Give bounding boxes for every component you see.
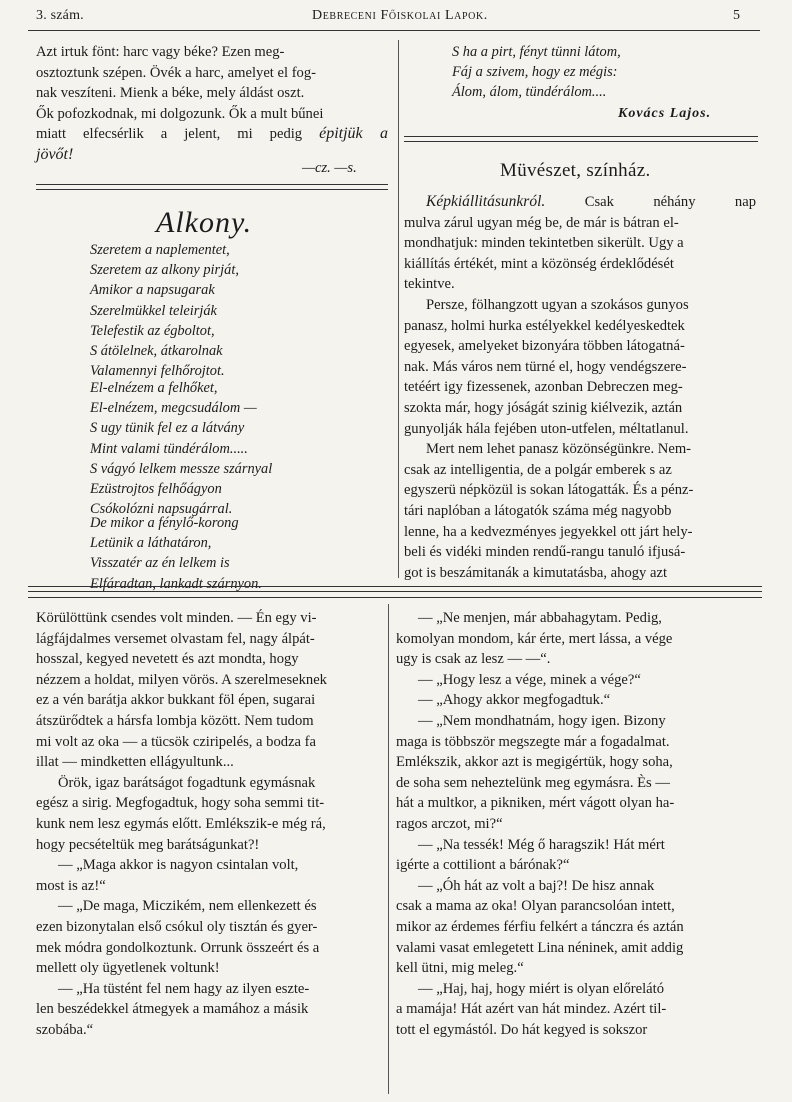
text-line: csak az intelligentia, de a polgár emberek s az xyxy=(404,461,672,478)
text-line: most is az!“ xyxy=(36,877,106,894)
text-line: panasz, holmi hurka estélyekkel kedélyeskedtek xyxy=(404,317,685,334)
editorial-signature: —cz. —s. xyxy=(302,160,357,176)
text-line: mellett oly ügyetlenek voltunk! xyxy=(36,960,220,977)
text-line: ez a vén barátja akkor bukkant föl épen, sugarai xyxy=(36,692,316,709)
poem-ending xyxy=(452,42,621,103)
poem-line: S vágyó lelkem messze szárnyal xyxy=(90,460,273,477)
text-line: — „Ne menjen, már abbahagytam. Pedig, xyxy=(418,610,662,626)
text-line: komolyan mondom, kár érte, mert lássa, a vége xyxy=(396,630,673,647)
poem-line: Álom, álom, tündérálom.... xyxy=(452,84,607,101)
poem-line: Szerelmükkel teleirják xyxy=(90,302,217,319)
poem-line: De mikor a fénylő-korong xyxy=(90,515,239,531)
text-line: illat — mindketten ellágyultunk... xyxy=(36,754,234,771)
story-column-left xyxy=(36,608,376,1040)
text-line: mek módra gondolkoztunk. Orrunk összeért és a xyxy=(36,939,320,956)
text-line: nézzem a holdat, milyen vörös. A szerelmeseknek xyxy=(36,671,327,688)
text-line: mondhatjuk: minden tekintetben sikerült. Ugy a xyxy=(404,235,684,252)
page-divider-thin xyxy=(28,597,762,598)
poem-stanza-2 xyxy=(90,378,272,519)
page-divider xyxy=(28,586,762,592)
text-line: gunyolják hála fejében uton-utfelen, méltatlanul. xyxy=(404,420,689,437)
poem-line: Csókolózni napsugárral. xyxy=(90,501,233,518)
text-line: — „Ahogy akkor megfogadtuk.“ xyxy=(418,692,611,709)
text-line: valami vasat emlegetett Lina néninek, amit addig xyxy=(396,939,684,956)
poem-line: El-elnézem, megcsudálom — xyxy=(90,400,257,417)
text-fragment: Csak néhány nap xyxy=(584,194,756,210)
poem-author: Kovács Lajos. xyxy=(618,106,712,121)
poem-line: Telefestik az égboltot, xyxy=(90,322,215,339)
text-line: — „Hogy lesz a vége, minek a vége?“ xyxy=(418,671,641,688)
text-line: lágfájdalmes versemet olvastam fel, nagy álpát- xyxy=(36,630,315,647)
text-line: tári naplóban a látogatók száma még nagyobb xyxy=(404,502,672,519)
text-line: got is beszámitanák a kimutatásba, ahogy azt xyxy=(404,564,668,581)
text-line: átszürődtek a hársfa lombja között. Nem tudom xyxy=(36,712,314,729)
poem-line: Visszatér az én lelkem is xyxy=(90,555,230,572)
text-line: ezen bizonytalan első csókul oly tisztán és gyer- xyxy=(36,918,318,935)
poem-line: Letünik a láthatáron, xyxy=(90,535,212,552)
text-line: len beszédekkel átmegyek a mamához a másik xyxy=(36,1001,309,1018)
text-line: Persze, fölhangzott ugyan a szokásos gunyos xyxy=(426,296,689,313)
poem-line: Fáj a szivem, hogy ez mégis: xyxy=(452,64,618,81)
text-line: hát a multkor, a pikniken, mért vágott olyan ha- xyxy=(396,795,675,812)
text-line: kiállítás értékét, mint a közönség érdeklődését xyxy=(404,255,674,272)
article-lead: Képkiállitásunkról. xyxy=(426,193,546,210)
text-line: kell ütni, mig meleg.“ xyxy=(396,960,524,977)
poem-stanza-3 xyxy=(90,513,262,594)
text-line: Azt irtuk fönt: harc vagy béke? Ezen meg- xyxy=(36,44,285,60)
text-line: Ők pofozkodnak, mi dolgozunk. Ők a mult bűnei xyxy=(36,105,324,122)
editorial-paragraph xyxy=(36,42,388,166)
text-line: Emlékszik, akkor azt is megigértük, hogy soha, xyxy=(396,754,673,771)
text-line xyxy=(404,192,756,213)
text-line: — „Nem mondhatnám, hogy igen. Bizony xyxy=(418,712,666,729)
poem-line: Szeretem az alkony pirját, xyxy=(90,262,239,279)
text-line: Körülöttünk csendes volt minden. — Én egy vi- xyxy=(36,610,317,626)
text-line: tott el egymástól. Do hát kegyed is sokszor xyxy=(396,1021,648,1038)
text-line: de soha sem neheztelünk meg egymásra. Ès — xyxy=(396,774,670,791)
text-line: tetéért igy fizessenek, azonban Debreczen meg- xyxy=(404,379,683,396)
poem-line: Mint valami tündérálom..... xyxy=(90,440,248,457)
poem-title: Alkony. xyxy=(156,206,253,239)
text-line: — „Ha tüstént fel nem hagy az ilyen eszte- xyxy=(58,980,310,997)
poem-line: Valamennyi felhőrojtot. xyxy=(90,363,225,380)
text-line: — „Maga akkor is nagyon csintalan volt, xyxy=(58,857,299,874)
poem-line: Elfáradtan, lankadt szárnyon. xyxy=(90,575,262,592)
text-line: egész a sirig. Megfogadtuk, hogy soha semmi tit- xyxy=(36,795,325,812)
text-line: igérte a cottiliont a bárónak?“ xyxy=(396,857,570,874)
arts-article xyxy=(404,192,756,583)
text-line: tekintve. xyxy=(404,276,455,293)
issue-number: 3. szám. xyxy=(36,8,84,23)
text-line: egyesek, amelyeket bizonyára többen látogatná- xyxy=(404,338,685,355)
text-line: — „Óh hát az volt a baj?! De hisz annak xyxy=(418,877,655,894)
text-line: Örök, igaz barátságot fogadtunk egymásnak xyxy=(58,774,316,791)
text-line: lenne, ha a kedvezményes jegyekkel ott járt hely- xyxy=(404,523,693,540)
emphasis-text: jövőt! xyxy=(36,145,74,163)
poem-line: S átölelnek, átkarolnak xyxy=(90,343,223,360)
section-divider xyxy=(404,136,758,142)
text-line: csak a mama az oka! Olyan parancsolóan intett, xyxy=(396,898,675,915)
column-separator xyxy=(398,40,399,578)
text-line: — „De maga, Miczikém, nem ellenkezett és xyxy=(58,898,317,915)
text-line: hosszal, kegyed nevetett és azt mondta, hogy xyxy=(36,651,299,668)
text-line: beli és vidéki minden rendű-rangu tanuló ifjusá- xyxy=(404,544,686,561)
text-line: mikor az érdemes férfiu felkért a tánczra és aztán xyxy=(396,918,684,935)
page-number: 5 xyxy=(733,8,741,23)
story-column-right xyxy=(396,608,756,1040)
poem-line: S ha a pirt, fényt tünni látom, xyxy=(452,44,621,60)
section-title: Müvészet, színház. xyxy=(500,160,651,181)
text-line: osztoztunk szépen. Övék a harc, amelyet el fog- xyxy=(36,64,317,81)
poem-line: S ugy tünik fel ez a látvány xyxy=(90,420,245,437)
text-line: hogy pecsételtük meg barátságunkat?! xyxy=(36,836,260,853)
text-line: egyszerü népközül is sokan látogatták. És a pénz- xyxy=(404,482,694,499)
text-line: nak. Más város nem türné el, hogy vendégszere- xyxy=(404,358,687,375)
poem-line: El-elnézem a felhőket, xyxy=(90,380,218,396)
text-line: — „Na tessék! Még ő haragszik! Hát mért xyxy=(418,836,665,853)
text-line: kunk nem lesz egymás előtt. Emlékszik-e még rá, xyxy=(36,815,326,832)
text-line xyxy=(36,124,388,145)
column-separator xyxy=(388,604,389,1094)
emphasis-text: épitjük a xyxy=(319,125,388,143)
text-line: mulva zárul ugyan még be, de már is bátran el- xyxy=(404,214,679,231)
text-line: a mamája! Hát azért van hát mindez. Azért til- xyxy=(396,1001,667,1018)
poem-stanza-1 xyxy=(90,240,239,381)
publication-title: Debreceni Főiskolai Lapok. xyxy=(312,8,488,23)
text-fragment: miatt elfecsérlik a jelent, mi pedig xyxy=(36,126,303,143)
text-line: szobába.“ xyxy=(36,1021,94,1038)
text-line: Mert nem lehet panasz közönségünkre. Nem- xyxy=(426,441,692,458)
poem-line: Amikor a napsugarak xyxy=(90,282,215,299)
text-line: szokta már, hogy jóságát szinig kiélvezik, aztán xyxy=(404,399,683,416)
text-line: maga is többször megszegte már a fogadalmat. xyxy=(396,733,670,750)
text-line: mi volt az oka — a tücsök cziripelés, a bodza fa xyxy=(36,733,317,750)
text-line: nak veszíteni. Mienk a béke, mely áldást oszt. xyxy=(36,85,305,102)
poem-line: Szeretem a naplementet, xyxy=(90,242,230,258)
header-rule xyxy=(28,30,760,31)
text-line: — „Haj, haj, hogy miért is olyan előrelátó xyxy=(418,980,664,997)
poem-line: Ezüstrojtos felhőágyon xyxy=(90,481,222,498)
section-divider xyxy=(36,184,388,190)
text-line: ragos arczot, mi?“ xyxy=(396,815,503,832)
text-line: ugy is csak az lesz — —“. xyxy=(396,651,551,668)
